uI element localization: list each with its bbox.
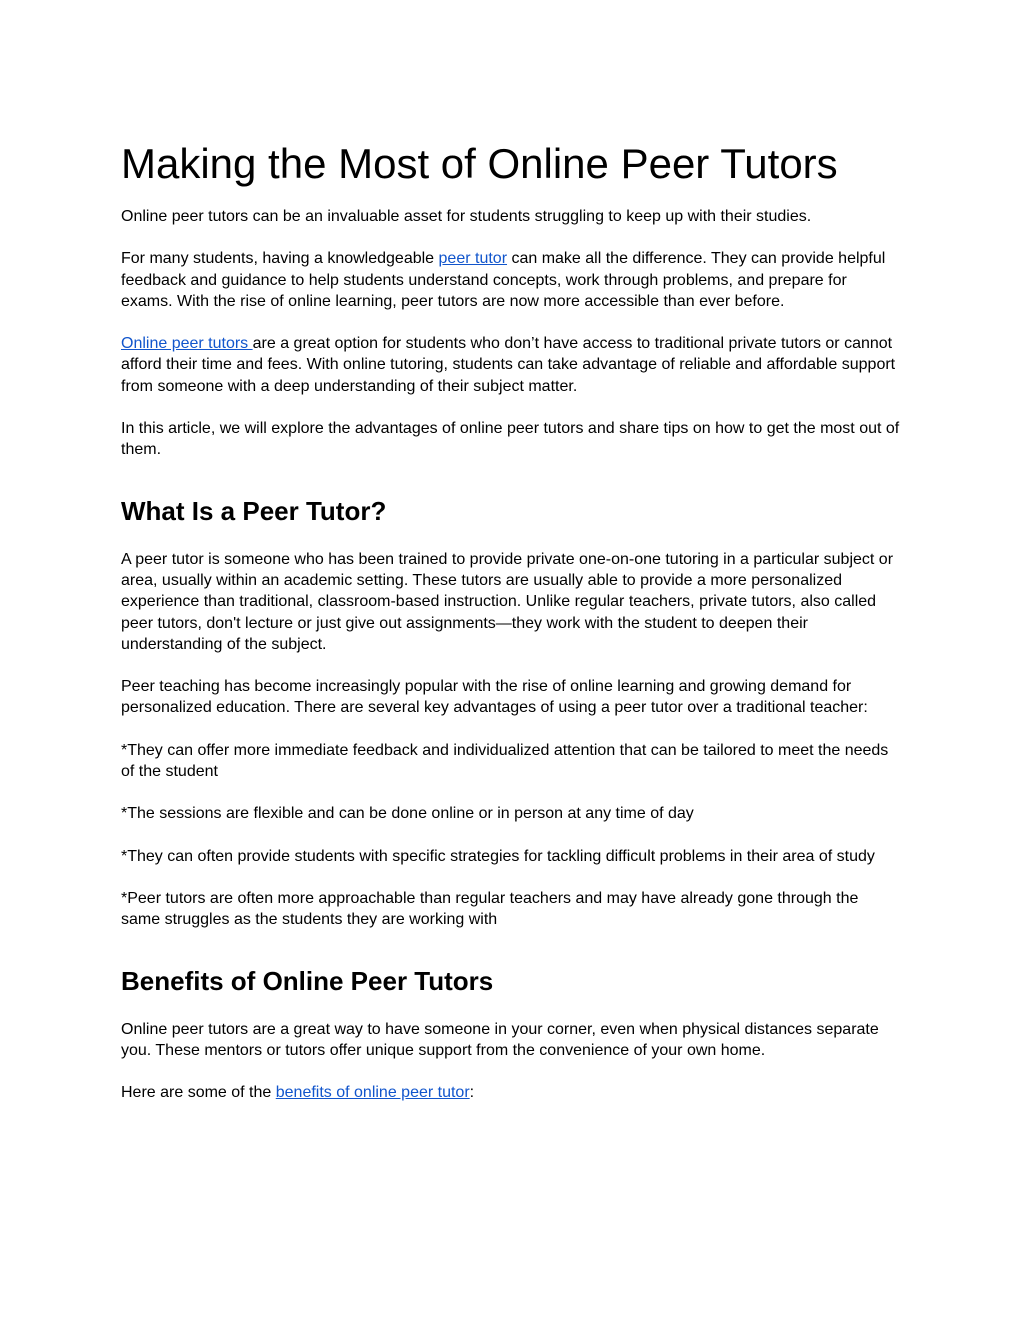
advantage-point: *The sessions are flexible and can be done online or in person at any time of day — [121, 805, 694, 823]
section1-paragraph-1: A peer tutor is someone who has been trained to provide private one-on-one tutoring in a particular subject or area, usually within an academic setting. These tutors are usually able to provide a more personalized experience than traditional, classroom-based instruction. Unlike regular teachers, private tutors, also called peer tutors, don't lecture or just give out assignments—they work with the student to deepen their understanding of the subject. — [121, 550, 894, 653]
section2-paragraph-2-text-before: Here are some of the — [121, 1084, 276, 1102]
peer-tutor-link[interactable]: peer tutor — [438, 250, 508, 268]
advantage-point: *They can offer more immediate feedback and individualized attention that can be tailored to meet the needs of the student — [121, 741, 889, 781]
section2-paragraph-2 — [121, 1082, 901, 1103]
document-page — [121, 138, 901, 1124]
intro-paragraph-3-text: are a great option for students who don’t have access to traditional private tutors or cannot afford their time and fees. With online tutoring, students can take advantage of reliable and affordable support from someone with a deep understanding of their subject matter. — [121, 335, 896, 395]
intro-paragraph-2 — [121, 248, 901, 312]
advantage-point: *Peer tutors are often more approachable than regular teachers and may have already gone through the same struggles as the students they are working with — [121, 889, 859, 929]
section-heading-benefits: Benefits of Online Peer Tutors — [121, 965, 494, 996]
intro-paragraph-1: Online peer tutors can be an invaluable asset for students struggling to keep up with their studies. — [121, 208, 812, 225]
section1-paragraph-2: Peer teaching has become increasingly popular with the rise of online learning and growing demand for personalized education. There are several key advantages of using a peer tutor over a traditional teacher: — [121, 678, 868, 717]
online-peer-tutors-link[interactable]: Online peer tutors — [121, 335, 253, 353]
intro-paragraph-2-text-before: For many students, having a knowledgeable — [121, 250, 439, 268]
advantage-point: *They can often provide students with specific strategies for tackling difficult problems in their area of study — [121, 847, 875, 865]
benefits-of-online-peer-tutor-link[interactable]: benefits of online peer tutor — [275, 1084, 470, 1102]
page-title: Making the Most of Online Peer Tutors — [121, 140, 838, 187]
section2-paragraph-1: Online peer tutors are a great way to have someone in your corner, even when physical distances separate you. These mentors or tutors offer unique support from the convenience of your own home. — [121, 1020, 879, 1059]
intro-paragraph-2-text-after: can make all the difference. They can provide helpful feedback and guidance to help students understand concepts, work through problems, and prepare for exams. With the rise of online learning, peer tutors are now more accessible than ever before. — [121, 250, 886, 310]
section2-paragraph-2-text-after: : — [469, 1084, 475, 1102]
intro-paragraph-3 — [121, 333, 901, 397]
intro-paragraph-4: In this article, we will explore the advantages of online peer tutors and share tips on how to get the most out of them. — [121, 420, 900, 459]
section-heading-what-is-peer-tutor: What Is a Peer Tutor? — [121, 495, 387, 526]
